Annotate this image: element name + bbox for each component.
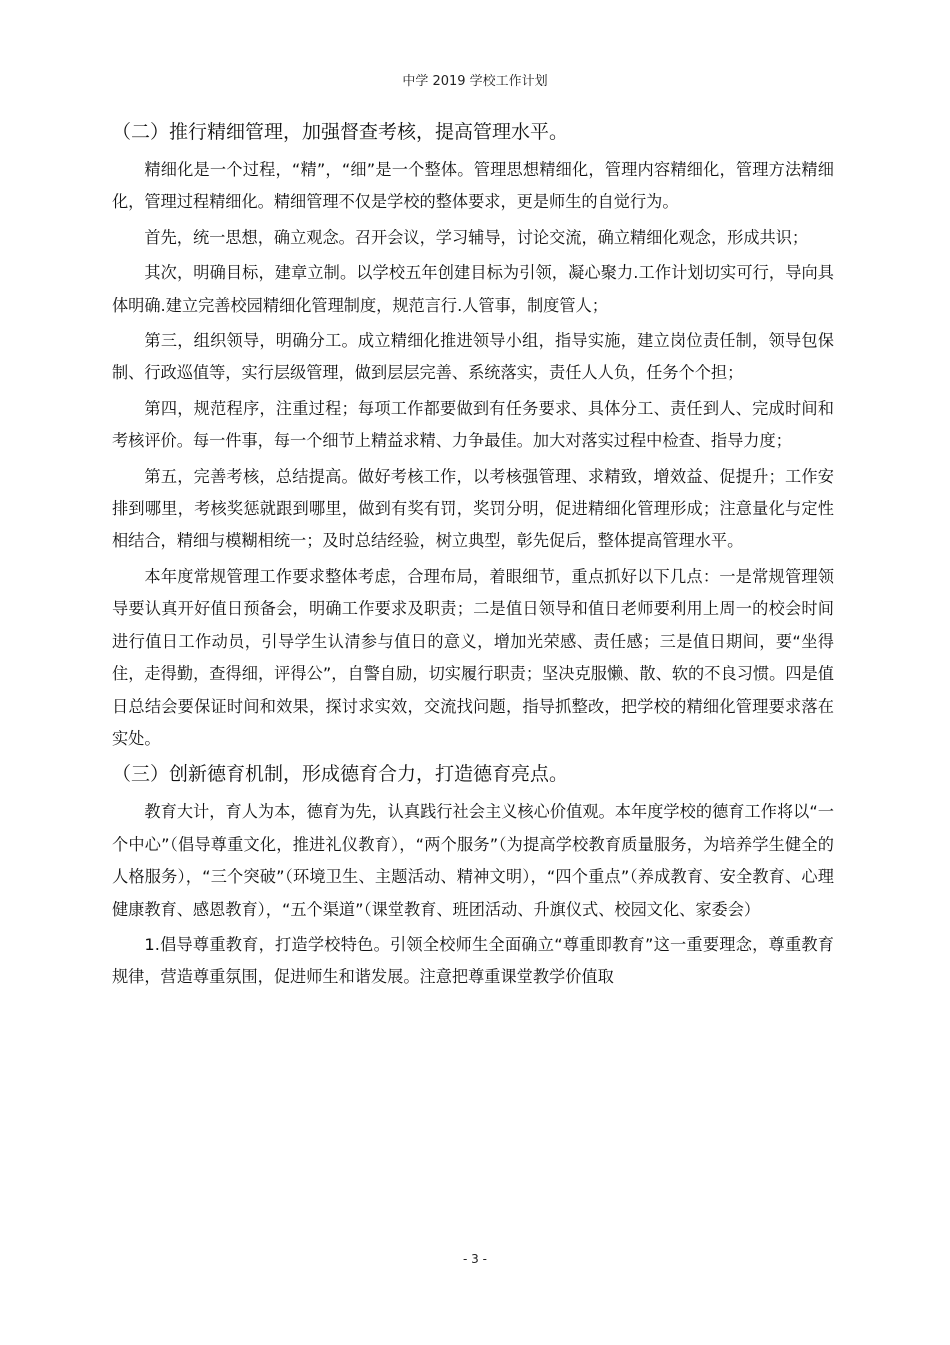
paragraph: 精细化是一个过程，“精”，“细”是一个整体。管理思想精细化，管理内容精细化，管理方法精细化，管理过程精细化。精细管理不仅是学校的整体要求，更是师生的自觉行为。 [112, 160, 834, 212]
paragraph: 第五，完善考核，总结提高。做好考核工作，以考核强管理、求精致，增效益、促提升；工作安排到哪里，考核奖惩就跟到哪里，做到有奖有罚，奖罚分明，促进精细化管理形成；注意量化与定性相结合，精细与模糊相统一；及时总结经验，树立典型，彰先促后，整体提高管理水平。 [112, 466, 834, 551]
page-header: 中学 2019 学校工作计划 [402, 74, 548, 89]
paragraph: 首先，统一思想，确立观念。召开会议，学习辅导，讨论交流，确立精细化观念，形成共识； [144, 227, 809, 247]
paragraph: 第四，规范程序，注重过程；每项工作都要做到有任务要求、具体分工、责任到人、完成时间和考核评价。每一件事，每一个细节上精益求精、力争最佳。加大对落实过程中检查、指导力度； [112, 398, 834, 451]
page-number: - 3 - [463, 1252, 487, 1266]
paragraph: 教育大计，育人为本，德育为先，认真践行社会主义核心价值观。本年度学校的德育工作将以“一个中心”（倡导尊重文化，推进礼仪教育），“两个服务”（为提高学校教育质量服务，为培养学生健全的人格服务），“三个突破”（环境卫生、主题活动、精神文明），“四个重点”（养成教育、安全教育、心理健康教育、感恩教育），“五个渠道”（课堂教育、班团活动、升旗仪式、校园文化、家委会） [112, 802, 834, 919]
paragraph: 本年度常规管理工作要求整体考虑，合理布局，着眼细节，重点抓好以下几点：一是常规管理领导要认真开好值日预备会，明确工作要求及职责；二是值日领导和值日老师要利用上周一的校会时间进行值日工作动员，引导学生认清参与值日的意义，增加光荣感、责任感；三是值日期间，要“坐得住，走得勤，查得细，评得公”，自警自励，切实履行职责；坚决克服懒、散、软的不良习惯。四是值日总结会要保证时间和效果，探讨求实效，交流找问题，指导抓整改，把学校的精细化管理要求落在实处。 [112, 566, 834, 748]
paragraph: 其次，明确目标，建章立制。以学校五年创建目标为引领，凝心聚力.工作计划切实可行，导向具体明确.建立完善校园精细化管理制度，规范言行.人管事，制度管人； [112, 263, 834, 315]
section-heading: （二）推行精细管理，加强督查考核，提高管理水平。 [112, 121, 569, 143]
paragraph: 1.倡导尊重教育，打造学校特色。引领全校师生全面确立“尊重即教育”这一重要理念，尊重教育规律，营造尊重氛围，促进师生和谐发展。注意把尊重课堂教学价值取 [112, 934, 834, 987]
section-heading: （三）创新德育机制，形成德育合力，打造德育亮点。 [112, 763, 569, 786]
paragraph: 第三，组织领导，明确分工。成立精细化推进领导小组，指导实施，建立岗位责任制，领导包保制、行政巡值等，实行层级管理，做到层层完善、系统落实，责任人人负，任务个个担； [112, 331, 834, 383]
document-body [112, 116, 834, 997]
